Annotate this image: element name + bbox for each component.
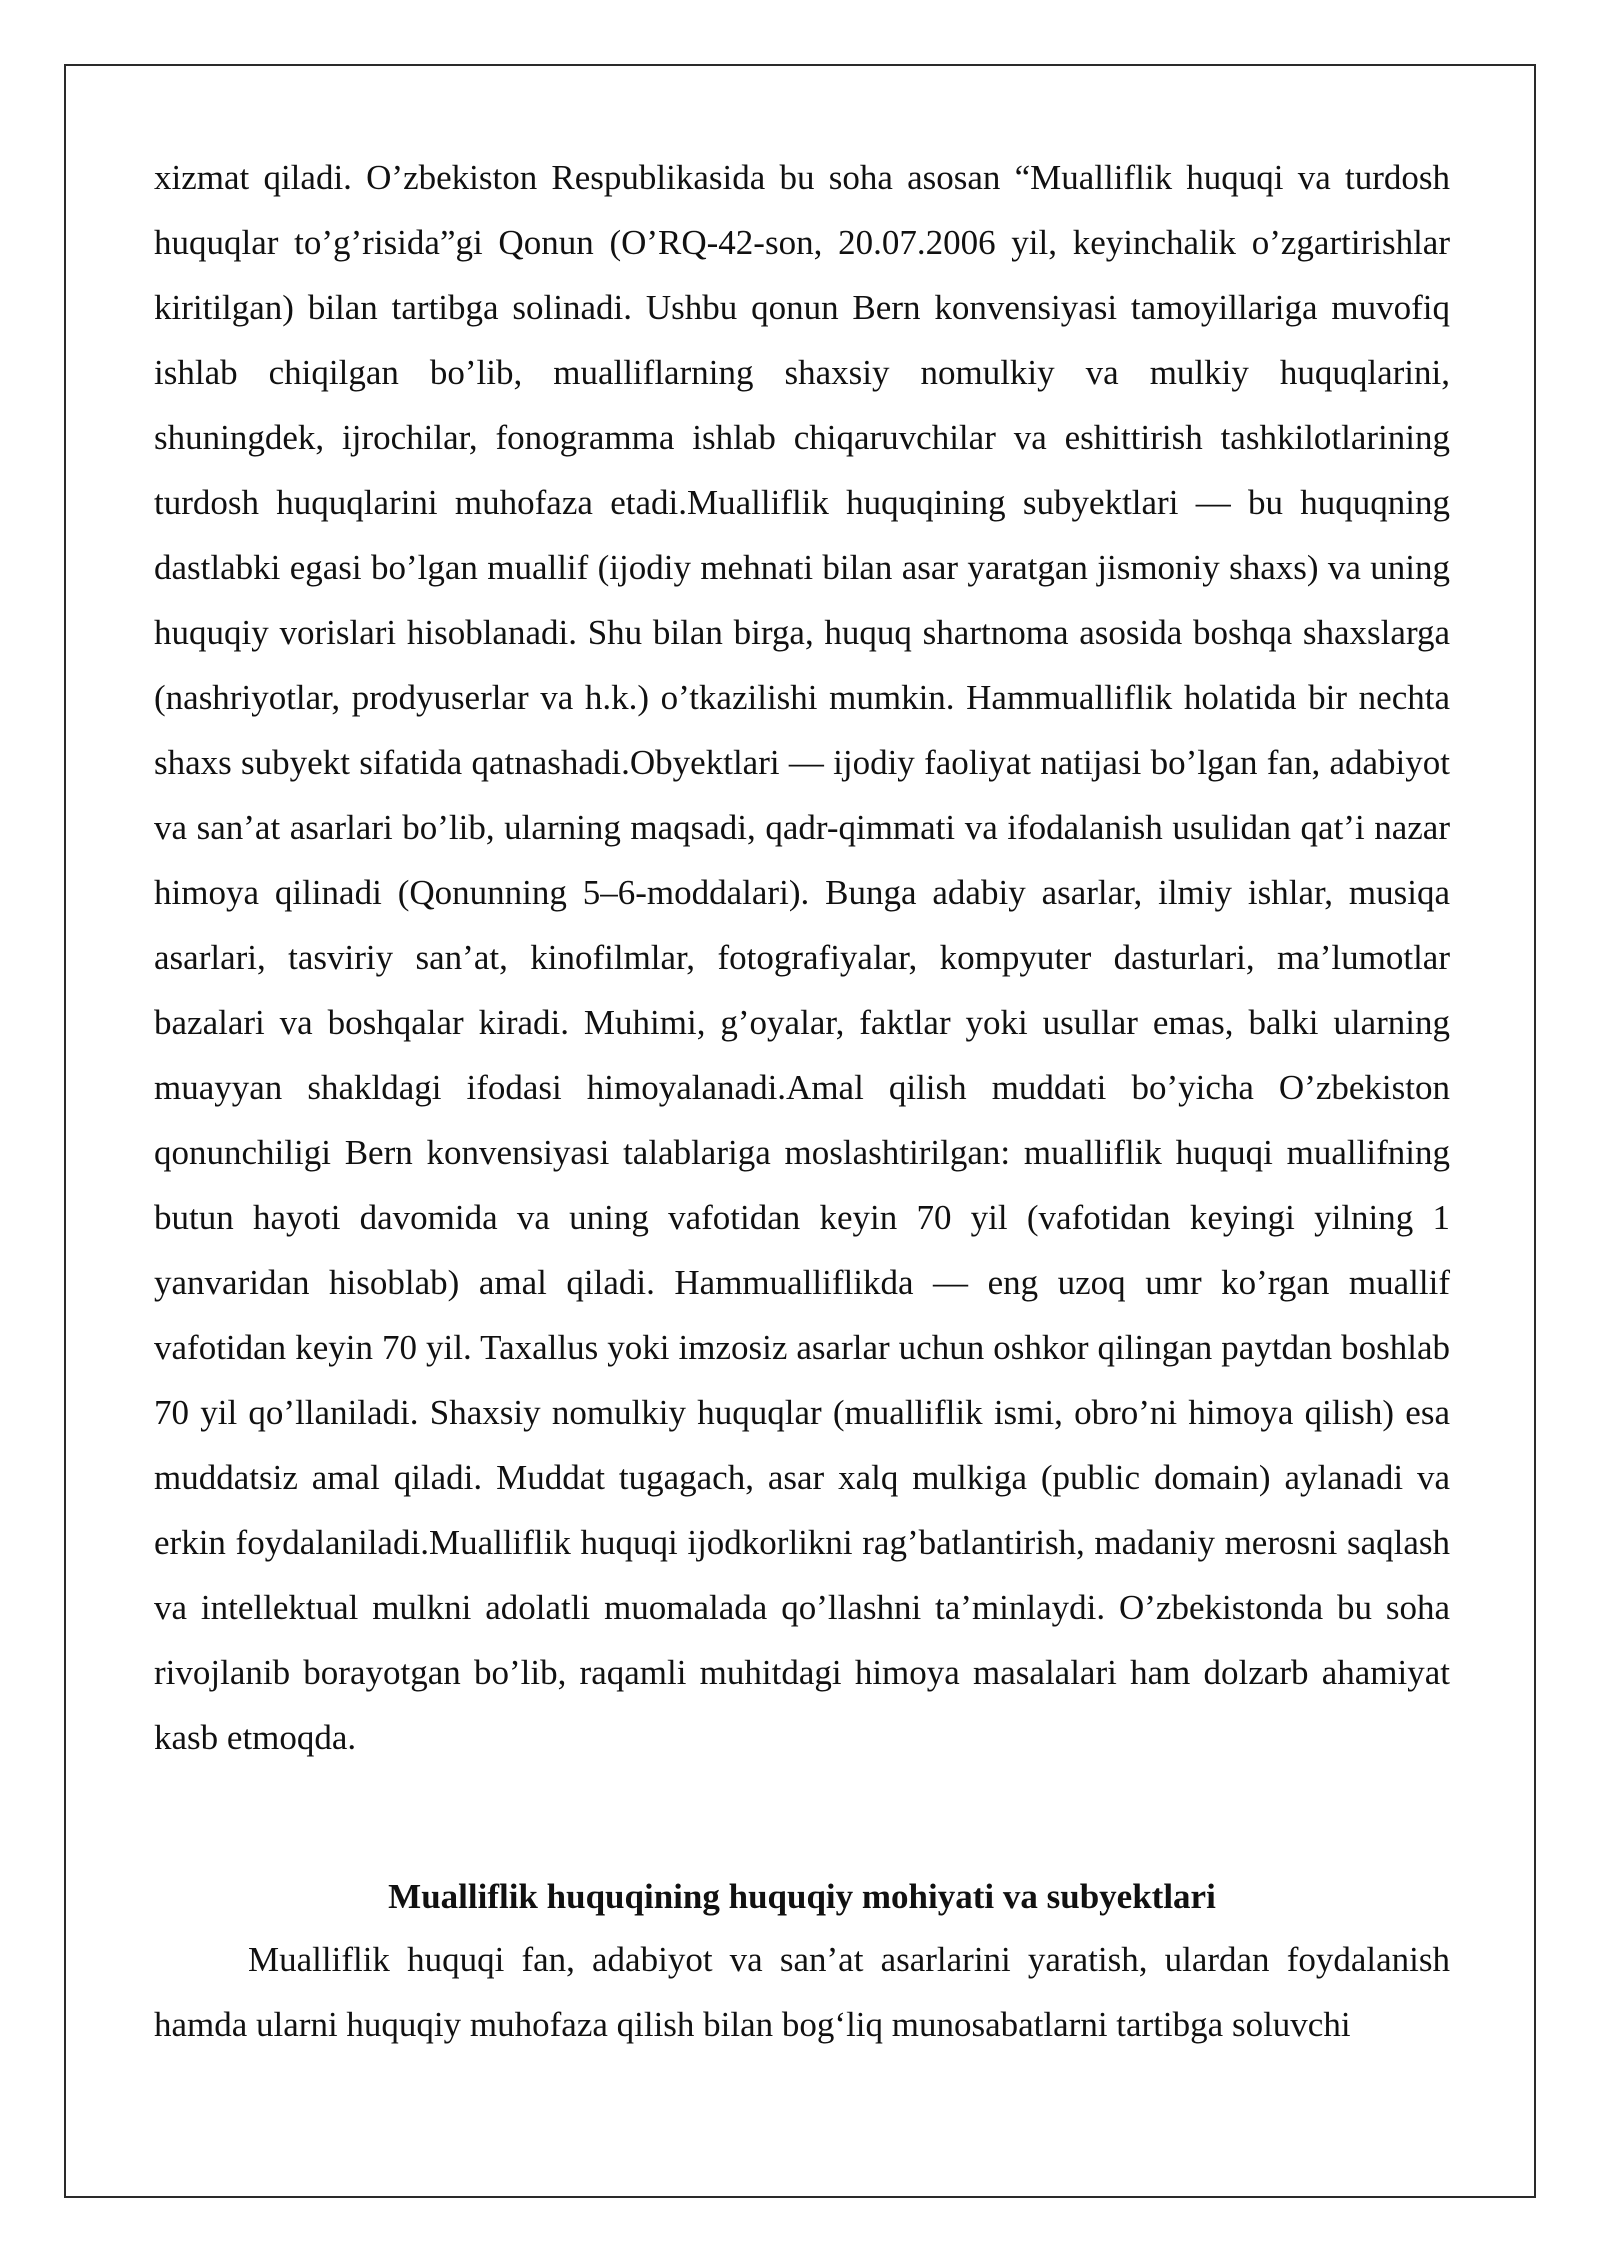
- section-heading: Mualliflik huquqining huquqiy mohiyati va subyektlari: [388, 1877, 1216, 1916]
- continuation-paragraph: xizmat qiladi. O’zbekiston Respublikasida bu soha asosan “Mualliflik huquqi va turdosh huquqlar to’g’risida”gi Qonun (O’RQ-42-son, 20.07.2006 yil, keyinchalik o’zgartirishlar kiritilgan) bilan tartibga solinadi. Ushbu qonun Bern konvensiyasi tamoyillariga muvofiq ishlab chiqilgan bo’lib, mualliflarning shaxsiy nomulkiy va mulkiy huquqlarini, shuningdek, ijrochilar, fonogramma ishlab chiqaruvchilar va eshittirish tashkilotlarining turdosh huquqlarini muhofaza etadi.Mualliflik huquqining subyektlari — bu huquqning dastlabki egasi bo’lgan muallif (ijodiy mehnati bilan asar yaratgan jismoniy shaxs) va uning huquqiy vorislari hisoblanadi. Shu bilan birga, huquq shartnoma asosida boshqa shaxslarga (nashriyotlar, prodyuserlar va h.k.) o’tkazilishi mumkin. Hammualliflik holatida bir nechta shaxs subyekt sifatida qatnashadi.Obyektlari — ijodiy faoliyat natijasi bo’lgan fan, adabiyot va san’at asarlari bo’lib, ularning maqsadi, qadr-qimmati va ifodalanish usulidan qat’i nazar himoya qilinadi (Qonunning 5–6-moddalari). Bunga adabiy asarlar, ilmiy ishlar, musiqa asarlari, tasviriy san’at, kinofilmlar, fotografiyalar, kompyuter dasturlari, ma’lumotlar bazalari va boshqalar kiradi. Muhimi, g’oyalar, faktlar yoki usullar emas, balki ularning muayyan shakldagi ifodasi himoyalanadi.Amal qilish muddati bo’yicha O’zbekiston qonunchiligi Bern konvensiyasi talablariga moslashtirilgan: mualliflik huquqi muallifning butun hayoti davomida va uning vafotidan keyin 70 yil (vafotidan keyingi yilning 1 yanvaridan hisoblab) amal qiladi. Hammualliflikda — eng uzoq umr ko’rgan muallif vafotidan keyin 70 yil. Taxallus yoki imzosiz asarlar uchun oshkor qilingan paytdan boshlab 70 yil qo’llaniladi. Shaxsiy nomulkiy huquqlar (mualliflik ismi, obro’ni himoya qilish) esa muddatsiz amal qiladi. Muddat tugagach, asar xalq mulkiga (public domain) aylanadi va erkin foydalaniladi.Mualliflik huquqi ijodkorlikni rag’batlantirish, madaniy merosni saqlash va intellektual mulkni adolatli muomalada qo’llashni ta’minlaydi. O’zbekistonda bu soha rivojlanib borayotgan bo’lib, raqamli muhitdagi himoya masalalari ham dolzarb ahamiyat kasb etmoqda.: [154, 158, 1450, 1757]
- document-content: [154, 145, 1450, 2057]
- section-paragraph: Mualliflik huquqi fan, adabiyot va san’at asarlarini yaratish, ulardan foydalanish hamda ularni huquqiy muhofaza qilish bilan bog‘liq munosabatlarni tartibga soluvchi: [154, 1940, 1450, 2044]
